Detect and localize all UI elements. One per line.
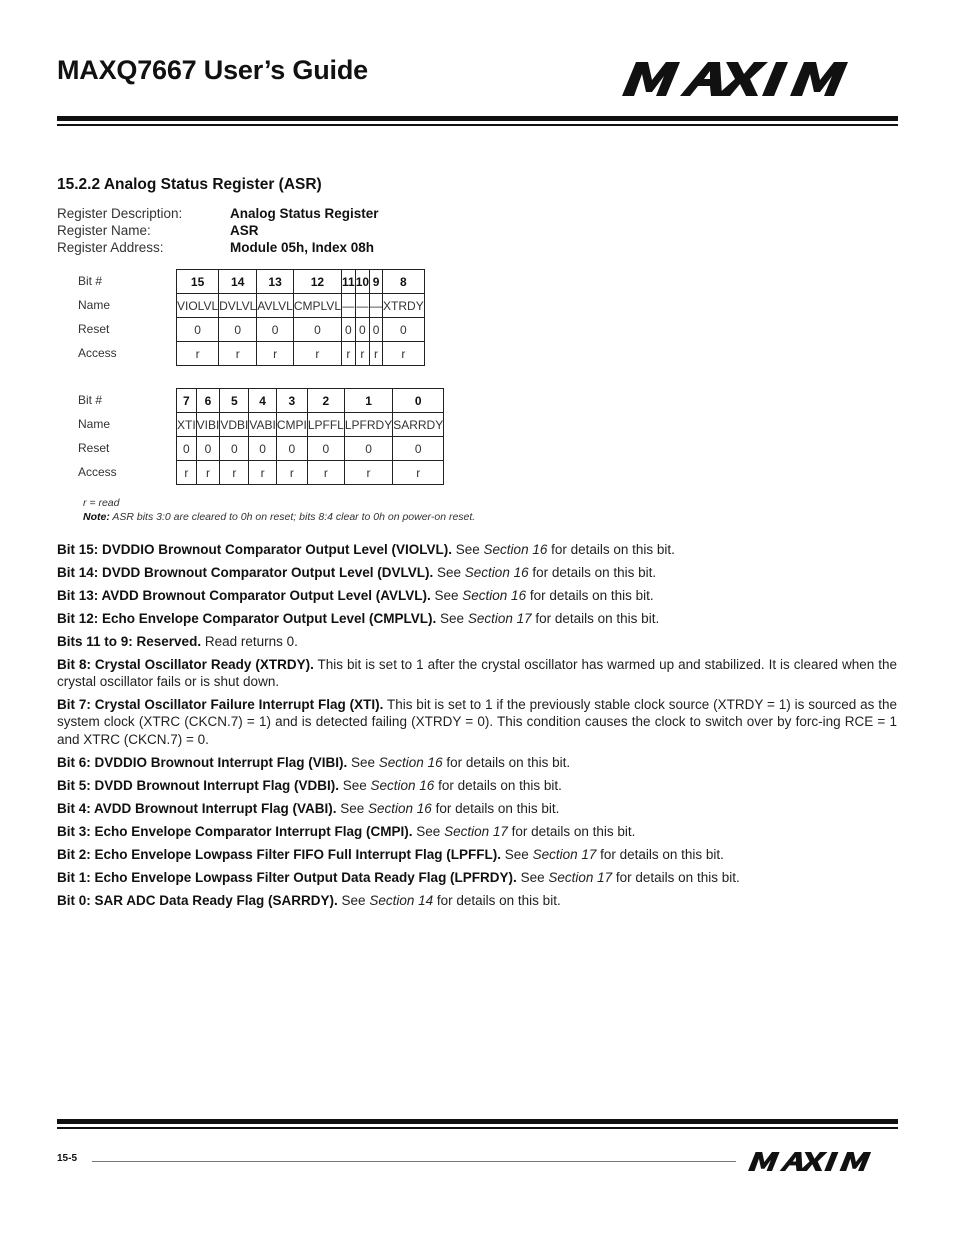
page-number: 15-5 — [57, 1153, 78, 1164]
bit-description — [57, 696, 897, 748]
bit-access: r — [220, 461, 249, 485]
bit-name: — — [370, 294, 383, 318]
table-row-bits — [177, 270, 425, 294]
bit-reset: 0 — [220, 437, 249, 461]
bit-access: r — [293, 342, 341, 366]
bit-description-text: for details on this bit. — [434, 777, 562, 793]
table-row-names — [177, 294, 425, 318]
row-label-reset: Reset — [78, 441, 110, 455]
bit-name: XTI — [177, 413, 197, 437]
section-reference: Section 16 — [368, 800, 432, 816]
bit-name: VIOLVL — [177, 294, 219, 318]
register-description-value: Analog Status Register — [230, 206, 379, 221]
bit-description-text: See — [430, 588, 463, 603]
maxim-logo — [622, 62, 890, 96]
reset-note — [83, 510, 475, 524]
bit-description-title: Bit 15: DVDDIO Brownout Comparator Output Level (VIOLVL). — [57, 542, 453, 557]
row-labels — [78, 269, 117, 365]
row-label-name: Name — [78, 298, 111, 312]
footer-rule-thin — [57, 1127, 898, 1129]
section-reference: Section 17 — [548, 869, 613, 885]
bit-reset: 0 — [370, 318, 383, 342]
bit-description-title: Bit 2: Echo Envelope Lowpass Filter FIFO Full Interrupt Flag (LPFFL). — [57, 846, 502, 862]
bit-description — [57, 633, 897, 650]
bit-access: r — [307, 461, 344, 485]
row-labels — [78, 388, 117, 484]
bit-number: 4 — [249, 389, 276, 413]
bit-number: 0 — [393, 389, 444, 413]
table-row-access — [177, 342, 425, 366]
header-rule-thick — [57, 116, 898, 121]
bit-description — [57, 800, 897, 817]
header-rule-thin — [57, 124, 898, 126]
bit-access: r — [276, 461, 307, 485]
bit-reset: 0 — [393, 437, 444, 461]
bit-description-text: See — [412, 823, 445, 839]
section-reference: Section 16 — [378, 754, 443, 770]
bit-reset: 0 — [257, 318, 294, 342]
bit-number: 15 — [177, 270, 219, 294]
bit-description — [57, 846, 897, 863]
bit-access: r — [344, 461, 392, 485]
bit-description-text: for details on this bit. — [431, 800, 560, 816]
bit-reset: 0 — [293, 318, 341, 342]
bit-number: 12 — [293, 270, 341, 294]
bit-access: r — [383, 342, 425, 366]
bit-description-text: for details on this bit. — [526, 588, 654, 603]
note-text: ASR bits 3:0 are cleared to 0h on reset; bits 8:4 clear to 0h on power-on reset. — [109, 511, 476, 523]
access-legend: r = read — [83, 497, 120, 509]
section-reference: Section 16 — [464, 565, 529, 580]
register-name-label: Register Name: — [57, 223, 151, 239]
bit-number: 11 — [342, 270, 356, 294]
bit-reset: 0 — [276, 437, 307, 461]
bit-description-text: This bit is set to 1 after the crystal oscillator has warmed up and stabilized. It is cleared when the crystal oscillator fails or is shut down. — [57, 657, 897, 690]
document-title: MAXQ7667 User’s Guide — [57, 55, 368, 85]
bit-number: 5 — [220, 389, 249, 413]
bit-description — [57, 754, 897, 771]
bit-description-text: See — [452, 542, 484, 557]
section-heading: 15.2.2 Analog Status Register (ASR) — [57, 176, 322, 193]
bit-reset: 0 — [196, 437, 220, 461]
bit-description-text: See — [433, 565, 465, 580]
table-row-access — [177, 461, 444, 485]
bit-access: r — [257, 342, 294, 366]
note-label: Note: — [83, 511, 110, 523]
table-row-reset — [177, 437, 444, 461]
bit-description-text: for details on this bit. — [442, 754, 571, 770]
bit-description — [57, 541, 897, 558]
bit-description-text: for details on this bit. — [507, 823, 636, 839]
bit-description-text: See — [501, 846, 533, 862]
bit-reset: 0 — [355, 318, 369, 342]
footer-divider — [92, 1161, 736, 1162]
bit-reset: 0 — [219, 318, 257, 342]
row-label-name: Name — [78, 417, 111, 431]
section-reference: Section 16 — [462, 588, 527, 603]
bit-description-title: Bit 3: Echo Envelope Comparator Interrupt Flag (CMPI). — [57, 823, 413, 839]
bit-access: r — [177, 342, 219, 366]
bit-number: 9 — [370, 270, 383, 294]
bit-description — [57, 869, 897, 886]
table-notes — [83, 496, 475, 524]
bit-description-title: Bit 12: Echo Envelope Comparator Output Level (CMPLVL). — [57, 611, 437, 626]
bit-table — [176, 388, 444, 485]
bit-number: 7 — [177, 389, 197, 413]
bit-name: — — [355, 294, 369, 318]
section-reference: Section 17 — [532, 846, 597, 862]
bit-name: XTRDY — [383, 294, 425, 318]
bit-description-text: See — [336, 800, 369, 816]
bit-description — [57, 777, 897, 794]
bit-description-title: Bit 13: AVDD Brownout Comparator Output Level (AVLVL). — [57, 588, 431, 603]
bit-access: r — [393, 461, 444, 485]
bit-name: — — [342, 294, 356, 318]
section-reference: Section 17 — [444, 823, 508, 839]
row-label-access: Access — [78, 465, 117, 479]
footer-rule-thick — [57, 1119, 898, 1124]
bit-reset: 0 — [249, 437, 276, 461]
register-info — [57, 205, 379, 257]
register-description-label: Register Description: — [57, 206, 183, 221]
bit-description-title: Bits 11 to 9: Reserved. — [57, 634, 202, 649]
bit-description-text: See — [436, 611, 468, 626]
bit-reset: 0 — [177, 437, 197, 461]
section-reference: Section 14 — [369, 892, 434, 908]
bit-reset: 0 — [307, 437, 344, 461]
row-label-access: Access — [78, 346, 117, 360]
table-row-reset — [177, 318, 425, 342]
bit-number: 10 — [355, 270, 369, 294]
bit-reset: 0 — [342, 318, 356, 342]
bit-name: CMPI — [276, 413, 307, 437]
bit-number: 3 — [276, 389, 307, 413]
bit-description-text: for details on this bit. — [528, 565, 657, 580]
bit-description-title: Bit 0: SAR ADC Data Ready Flag (SARRDY). — [57, 892, 338, 908]
bit-description — [57, 564, 897, 581]
bit-access: r — [249, 461, 276, 485]
bit-reset: 0 — [344, 437, 392, 461]
bit-number: 14 — [219, 270, 257, 294]
bit-number: 1 — [344, 389, 392, 413]
section-reference: Section 17 — [467, 611, 532, 626]
row-label-bit: Bit # — [78, 393, 103, 407]
section-reference: Section 16 — [483, 542, 548, 557]
bit-description-text: See — [337, 892, 370, 908]
bit-description — [57, 823, 897, 840]
bit-number: 6 — [196, 389, 220, 413]
bit-descriptions — [57, 541, 897, 915]
bit-name: VDBI — [220, 413, 249, 437]
bit-table — [176, 269, 425, 366]
bit-number: 13 — [257, 270, 294, 294]
row-label-reset: Reset — [78, 322, 110, 336]
bit-description-text: This bit is set to 1 if the previously stable clock source (XTRDY = 1) is sourced as the system clock (XTRC (CKCN.7) = 1) and is detected failing (XTRDY = 0). This condition causes the clock to switch over by forc-ing RCE = 1 and XTRC (CKCN.7) = 0. — [57, 697, 897, 747]
bit-description-text: for details on this bit. — [612, 869, 740, 885]
bit-name: SARRDY — [393, 413, 444, 437]
bit-description-title: Bit 8: Crystal Oscillator Ready (XTRDY). — [57, 657, 314, 672]
bit-description-title: Bit 5: DVDD Brownout Interrupt Flag (VDBI). — [57, 777, 339, 793]
bit-name: LPFRDY — [344, 413, 392, 437]
bit-description — [57, 656, 897, 690]
bit-description — [57, 892, 897, 909]
register-address-value: Module 05h, Index 08h — [230, 240, 375, 256]
maxim-logo — [748, 1152, 894, 1171]
bit-reset: 0 — [177, 318, 219, 342]
bit-description-text: Read returns 0. — [201, 634, 298, 649]
bit-description-title: Bit 1: Echo Envelope Lowpass Filter Output Data Ready Flag (LPFRDY). — [57, 869, 517, 885]
bit-name: AVLVL — [257, 294, 294, 318]
bit-access: r — [370, 342, 383, 366]
table-row-names — [177, 413, 444, 437]
bit-name: DVLVL — [219, 294, 257, 318]
register-name-value: ASR — [230, 223, 259, 239]
bit-description-title: Bit 4: AVDD Brownout Interrupt Flag (VABI). — [57, 800, 337, 816]
bit-name: VIBI — [196, 413, 220, 437]
row-label-bit: Bit # — [78, 274, 103, 288]
bit-access: r — [177, 461, 197, 485]
bit-access: r — [219, 342, 257, 366]
bit-access: r — [355, 342, 369, 366]
bit-description-text: See — [338, 777, 371, 793]
bit-access: r — [196, 461, 220, 485]
bit-access: r — [342, 342, 356, 366]
bit-number: 8 — [383, 270, 425, 294]
bit-name: CMPLVL — [293, 294, 341, 318]
bit-description-text: for details on this bit. — [531, 611, 660, 626]
section-reference: Section 16 — [370, 777, 435, 793]
bit-description-title: Bit 14: DVDD Brownout Comparator Output Level (DVLVL). — [57, 565, 434, 580]
bit-description-title: Bit 6: DVDDIO Brownout Interrupt Flag (VIBI). — [57, 754, 348, 770]
bit-description-text: See — [516, 869, 549, 885]
bit-description-text: for details on this bit. — [433, 892, 561, 908]
bit-description-text: for details on this bit. — [547, 542, 675, 557]
bit-reset: 0 — [383, 318, 425, 342]
bit-number: 2 — [307, 389, 344, 413]
bit-description-text: See — [347, 754, 379, 770]
register-address-label: Register Address: — [57, 240, 164, 256]
bit-description-title: Bit 7: Crystal Oscillator Failure Interrupt Flag (XTI). — [57, 697, 384, 713]
bit-description — [57, 587, 897, 604]
bit-description — [57, 610, 897, 627]
table-row-bits — [177, 389, 444, 413]
bit-description-text: for details on this bit. — [596, 846, 724, 862]
bit-name: VABI — [249, 413, 276, 437]
bit-name: LPFFL — [307, 413, 344, 437]
